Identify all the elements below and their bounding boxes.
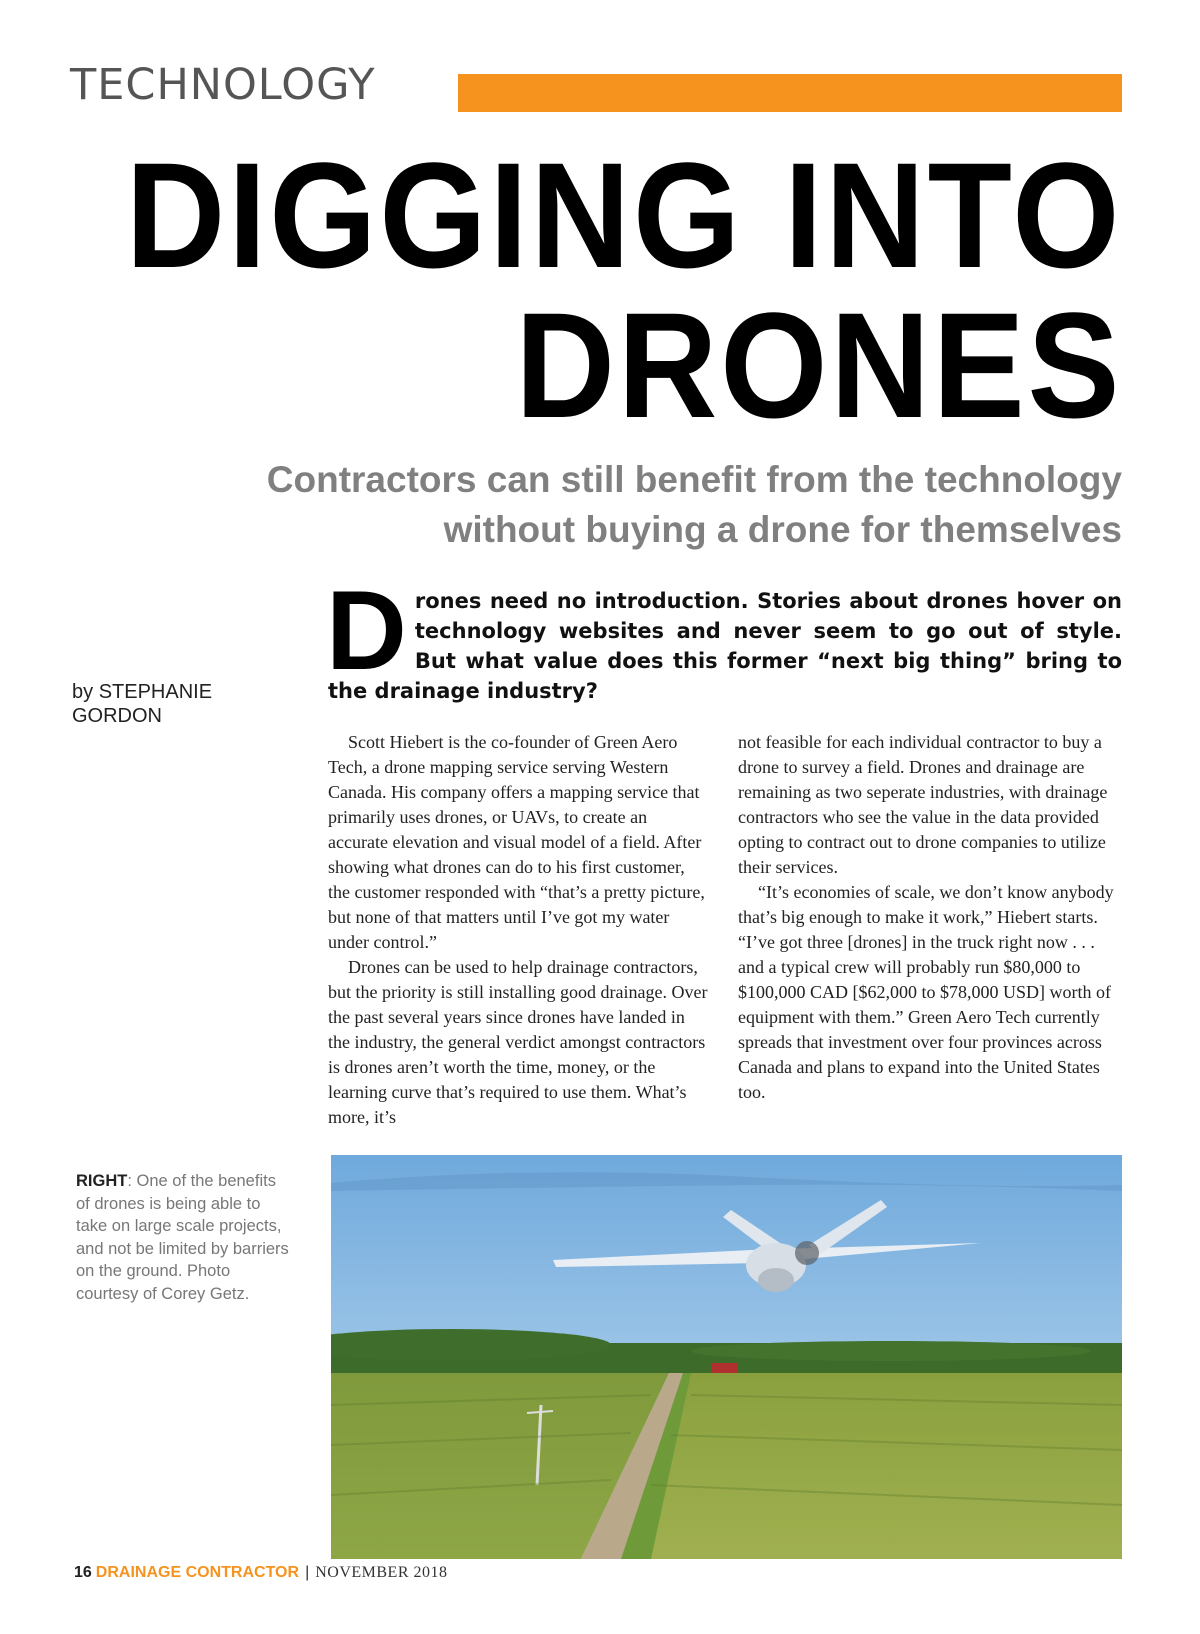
byline-author: STEPHANIE GORDON [72, 681, 213, 727]
issue-date: NOVEMBER 2018 [315, 1564, 448, 1581]
headline-line-2: DRONES [515, 281, 1122, 449]
body-paragraph: not feasible for each individual contractor to buy a drone to survey a field. Drones and drainage are remaining as two seperate industries, with drainage contractors who see the value in the data provided opting to contract out to drone companies to utilize their services. [738, 732, 1108, 877]
headline-line-1: DIGGING INTO [125, 131, 1122, 299]
drone-over-fields-illustration [331, 1155, 1122, 1559]
page-number: 16 [74, 1564, 92, 1581]
caption-label: RIGHT [76, 1172, 128, 1190]
body-column-left [328, 730, 710, 1130]
byline-prefix: by [72, 681, 94, 703]
body-column-right [738, 730, 1120, 1105]
page-footer [74, 1563, 448, 1583]
intro-text: rones need no introduction. Stories about drones hover on technology websites and never seem to go out of style. But what value does this former “next big thing” bring to the drainage industry? [328, 589, 1122, 703]
magazine-name: DRAINAGE CONTRACTOR [95, 1564, 300, 1581]
subheadline: Contractors can still benefit from the technology without buying a drone for themselves [266, 459, 1122, 550]
byline [72, 680, 272, 728]
section-label: TECHNOLOGY [70, 60, 376, 110]
intro-paragraph [326, 568, 1122, 706]
drone-photo [331, 1155, 1122, 1559]
footer-separator: | [305, 1564, 310, 1581]
caption-text: : One of the benefits of drones is being able to take on large scale projects, and not be limited by barriers on the ground. Photo courtesy of Corey Getz. [76, 1172, 289, 1303]
drop-cap: D [326, 568, 407, 693]
section-accent-bar [458, 74, 1122, 112]
headline [125, 131, 1122, 449]
body-paragraph: Scott Hiebert is the co-founder of Green Aero Tech, a drone mapping service serving Western Canada. His company offers a mapping service that primarily uses drones, or UAVs, to create an accurate elevation and visual model of a field. After showing what drones can do to his first customer, the customer responded with “that’s a pretty picture, but none of that matters until I’ve got my water under control.” [328, 732, 705, 952]
body-paragraph: Drones can be used to help drainage contractors, but the priority is still installing good drainage. Over the past several years since drones have landed in the industry, the general verdict amongst contractors is drones aren’t worth the time, money, or the learning curve that’s required to use them. What’s more, it’s [328, 957, 708, 1127]
body-paragraph: “It’s economies of scale, we don’t know anybody that’s big enough to make it work,” Hiebert starts. “I’ve got three [drones] in the truck right now . . . and a typical crew will probably run $80,000 to $100,000 CAD [$62,000 to $78,000 USD] worth of equipment with them.” Green Aero Tech currently spreads that investment over four provinces across Canada and plans to expand into the United States too. [738, 882, 1114, 1102]
photo-caption [76, 1170, 292, 1305]
